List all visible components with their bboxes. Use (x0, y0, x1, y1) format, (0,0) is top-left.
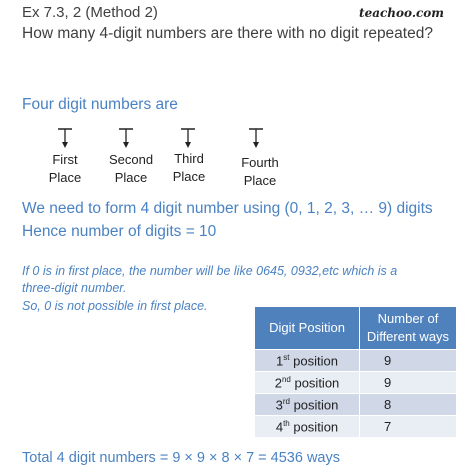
table-row (255, 350, 457, 372)
down-arrow-icon (178, 128, 198, 150)
note-line: So, 0 is not possible in first place. (22, 299, 208, 313)
table-row (255, 372, 457, 394)
ways-table (254, 306, 457, 438)
place-label-third: Third Place (172, 151, 206, 184)
table-header-position: Digit Position (255, 307, 360, 350)
total-statement: Total 4 digit numbers = 9 × 9 × 8 × 7 = 4536 ways (22, 450, 340, 466)
ways-cell: 9 (360, 372, 457, 394)
place-label-fourth: Fourth Place (241, 155, 279, 188)
question-text: How many 4-digit numbers are there with no digit repeated? (22, 25, 433, 42)
note-line: three-digit number. (22, 281, 127, 295)
place-label-second: Second Place (108, 152, 154, 185)
position-cell: 4th position (255, 416, 360, 438)
ways-cell: 7 (360, 416, 457, 438)
position-cell: 1st position (255, 350, 360, 372)
table-row (255, 416, 457, 438)
down-arrow-icon (246, 128, 266, 150)
ways-cell: 8 (360, 394, 457, 416)
ways-cell: 9 (360, 350, 457, 372)
note-line: If 0 is in first place, the number will be like 0645, 0932,etc which is a (22, 264, 398, 278)
intro-text: Four digit numbers are (22, 96, 178, 113)
digits-statement: We need to form 4 digit number using (0, 1, 2, 3, … 9) digits (22, 200, 433, 217)
brand-logo: teachoo.com (359, 6, 444, 20)
position-cell: 2nd position (255, 372, 360, 394)
down-arrow-icon (55, 128, 75, 150)
down-arrow-icon (116, 128, 136, 150)
table-row (255, 394, 457, 416)
position-cell: 3rd position (255, 394, 360, 416)
digit-count-statement: Hence number of digits = 10 (22, 223, 217, 240)
page-title: Ex 7.3, 2 (Method 2) (22, 4, 158, 21)
table-header-row (255, 307, 457, 350)
place-label-first: First Place (48, 152, 82, 185)
table-header-ways: Number of Different ways (360, 307, 457, 350)
